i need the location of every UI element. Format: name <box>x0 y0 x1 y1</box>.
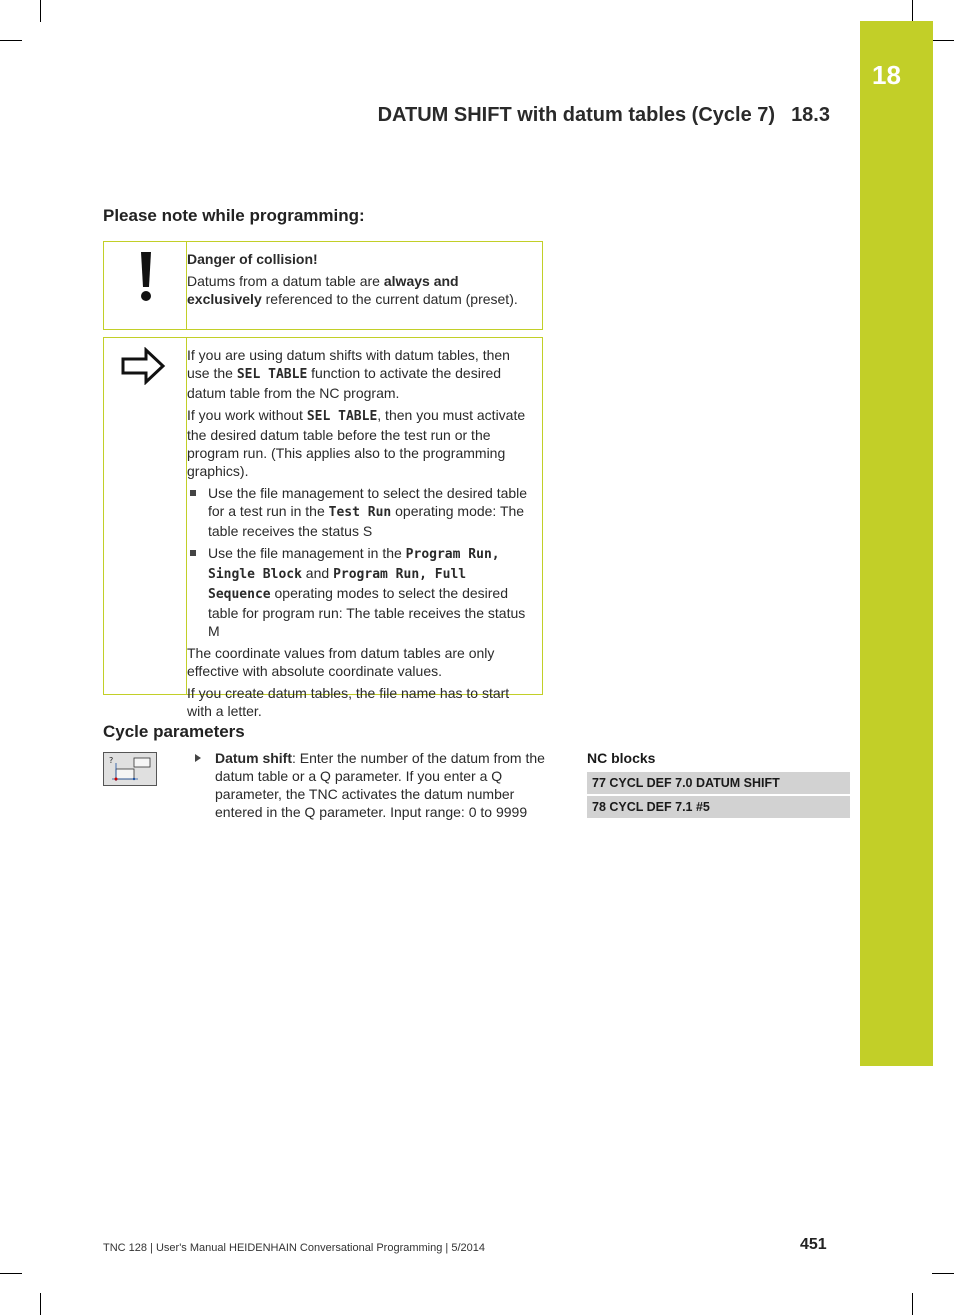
exclamation-icon <box>140 252 152 302</box>
running-header <box>378 104 830 127</box>
chapter-number: 18 <box>872 60 901 90</box>
crop-mark <box>0 40 22 41</box>
crop-mark <box>0 1273 22 1274</box>
info-content <box>187 346 532 724</box>
crop-mark <box>40 0 41 22</box>
param-description: : Enter the number of the datum from the datum table or a Q parameter. If you enter a Q parameter, the TNC activates the datum number entered in the Q parameter. Input range: 0 to 9999 <box>215 750 545 820</box>
page-number: 451 <box>800 1236 827 1253</box>
danger-content <box>187 250 532 312</box>
danger-box <box>103 241 543 330</box>
info-paragraph: The coordinate values from datum tables are only effective with absolute coordinate values. <box>187 645 495 679</box>
crop-mark <box>912 0 913 22</box>
crop-mark <box>932 40 954 41</box>
cycle-params-heading: Cycle parameters <box>103 722 245 741</box>
info-bullet-list <box>187 484 532 640</box>
triangle-bullet-icon <box>195 754 201 762</box>
nc-block-row: 77 CYCL DEF 7.0 DATUM SHIFT <box>587 772 850 794</box>
bullet-icon <box>190 550 196 556</box>
nc-blocks-title: NC blocks <box>587 750 656 766</box>
info-paragraph: If you create datum tables, the file name has to start with a letter. <box>187 685 510 719</box>
header-section: 18.3 <box>791 104 830 126</box>
nc-block-row: 78 CYCL DEF 7.1 #5 <box>587 796 850 818</box>
param-datum-shift <box>195 749 550 821</box>
help-question-mark: ? <box>109 756 114 765</box>
list-item: Use the file management to select the desired table for a test run in the Test Run operating mode: The table receives the status S <box>187 484 532 540</box>
info-box <box>103 337 543 719</box>
list-item: Use the file management in the Program Run, Single Block and Program Run, Full Sequence operating modes to select the desired table for program run: The table receives the status M <box>187 544 532 640</box>
header-title: DATUM SHIFT with datum tables (Cycle 7) <box>377 104 776 126</box>
arrow-right-icon <box>120 347 166 385</box>
crop-mark <box>912 1293 913 1315</box>
chapter-tab <box>860 21 933 1066</box>
cycle-help-graphic-icon <box>103 752 157 786</box>
crop-mark <box>932 1273 954 1274</box>
note-heading: Please note while programming: <box>103 206 365 225</box>
info-paragraph: If you work without SEL TABLE, then you must activate the desired datum table before the test run or the program run. (This applies also to the programming graphics). <box>187 407 526 479</box>
info-paragraph: If you are using datum shifts with datum tables, then use the SEL TABLE function to activate the desired datum table from the NC program. <box>187 347 510 401</box>
bullet-icon <box>190 490 196 496</box>
param-name: Datum shift <box>215 750 292 766</box>
danger-title: Danger of collision! <box>187 251 318 267</box>
footer-text: TNC 128 | User's Manual HEIDENHAIN Conversational Programming | 5/2014 <box>103 1242 485 1254</box>
crop-mark <box>40 1293 41 1315</box>
danger-text: Datums from a datum table are always and exclusively referenced to the current datum (preset). <box>187 273 518 307</box>
